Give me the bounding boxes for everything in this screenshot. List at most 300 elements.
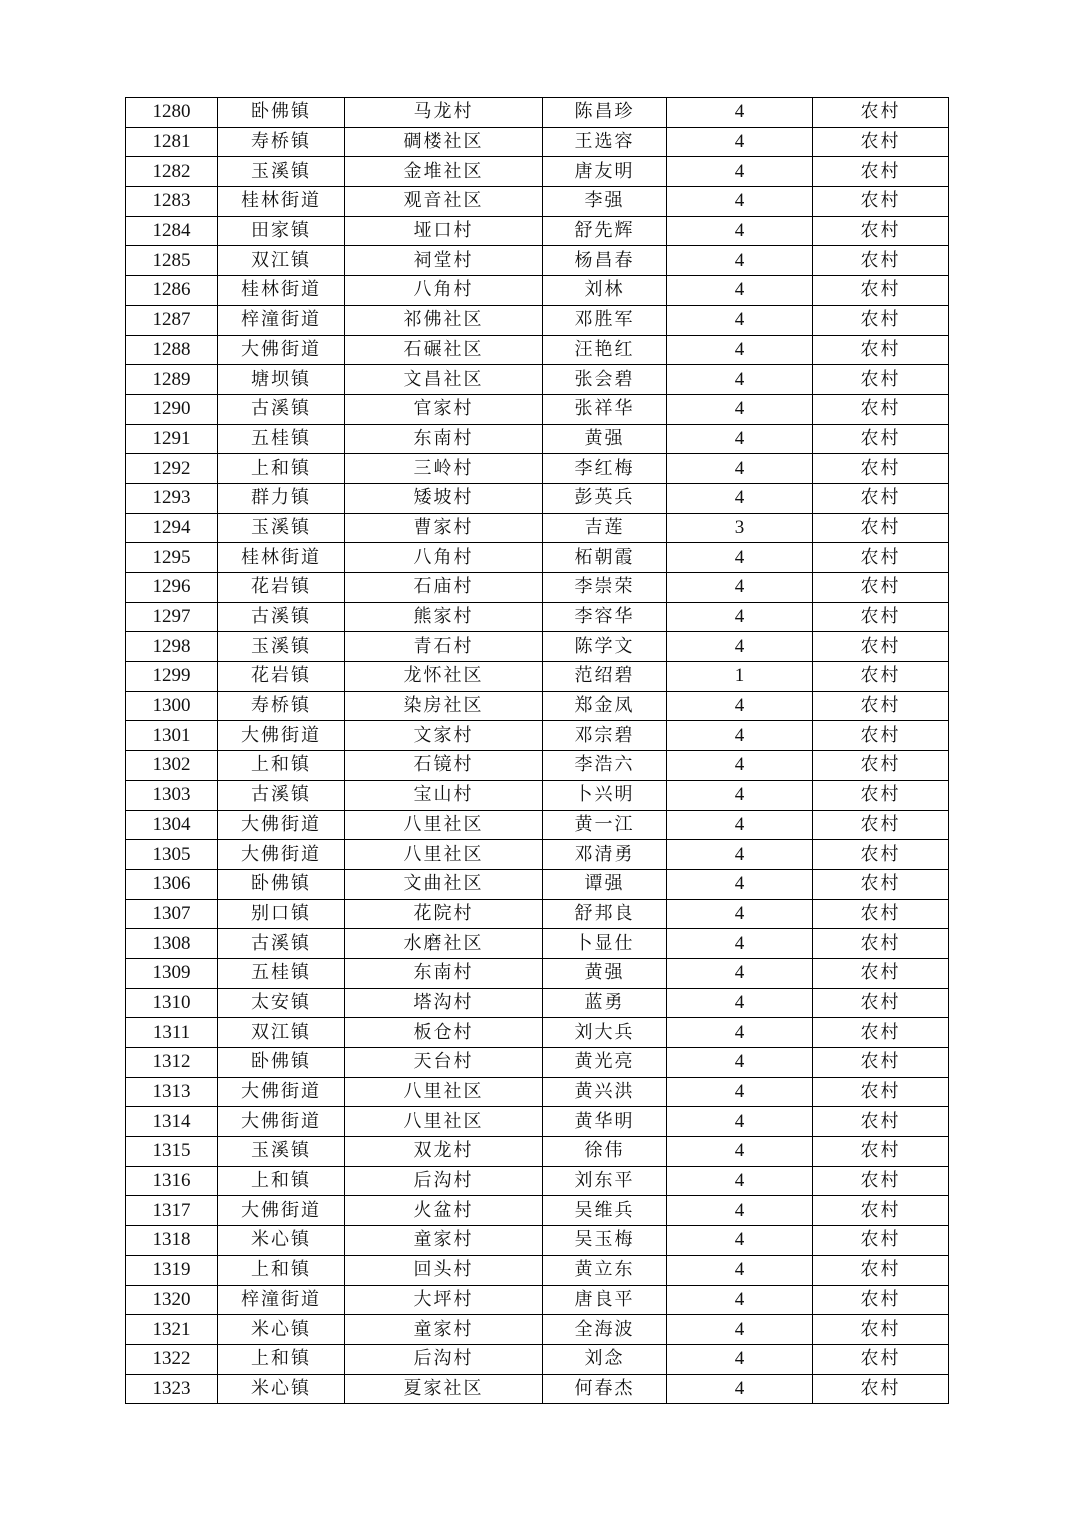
name-cell: 陈昌珍 (543, 98, 667, 128)
village-cell: 后沟村 (345, 1166, 543, 1196)
name-cell: 舒先辉 (543, 216, 667, 246)
household-count-cell: 4 (667, 127, 813, 157)
household-count-cell: 4 (667, 632, 813, 662)
village-cell: 塔沟村 (345, 988, 543, 1018)
village-cell: 宝山村 (345, 780, 543, 810)
village-cell: 垭口村 (345, 216, 543, 246)
table-row (126, 1137, 949, 1167)
serial-number-cell: 1311 (126, 1018, 218, 1048)
household-count-cell: 4 (667, 276, 813, 306)
name-cell: 刘东平 (543, 1166, 667, 1196)
serial-number-cell: 1316 (126, 1166, 218, 1196)
household-count-cell: 4 (667, 1315, 813, 1345)
table-row (126, 187, 949, 217)
town-cell: 古溪镇 (218, 394, 345, 424)
serial-number-cell: 1282 (126, 157, 218, 187)
village-cell: 官家村 (345, 394, 543, 424)
name-cell: 黄强 (543, 424, 667, 454)
category-cell: 农村 (813, 751, 949, 781)
village-cell: 火盆村 (345, 1196, 543, 1226)
category-cell: 农村 (813, 424, 949, 454)
category-cell: 农村 (813, 1107, 949, 1137)
household-count-cell: 4 (667, 1077, 813, 1107)
table-row (126, 276, 949, 306)
name-cell: 李强 (543, 187, 667, 217)
serial-number-cell: 1323 (126, 1374, 218, 1404)
name-cell: 黄立东 (543, 1255, 667, 1285)
serial-number-cell: 1289 (126, 365, 218, 395)
serial-number-cell: 1297 (126, 602, 218, 632)
household-count-cell: 4 (667, 899, 813, 929)
category-cell: 农村 (813, 1344, 949, 1374)
village-cell: 碉楼社区 (345, 127, 543, 157)
serial-number-cell: 1292 (126, 454, 218, 484)
name-cell: 彭英兵 (543, 483, 667, 513)
village-cell: 祠堂村 (345, 246, 543, 276)
name-cell: 刘念 (543, 1344, 667, 1374)
serial-number-cell: 1303 (126, 780, 218, 810)
household-count-cell: 4 (667, 1137, 813, 1167)
household-count-cell: 4 (667, 187, 813, 217)
serial-number-cell: 1304 (126, 810, 218, 840)
village-cell: 曹家村 (345, 513, 543, 543)
table-row (126, 780, 949, 810)
serial-number-cell: 1305 (126, 840, 218, 870)
village-cell: 后沟村 (345, 1344, 543, 1374)
village-cell: 大坪村 (345, 1285, 543, 1315)
village-cell: 三岭村 (345, 454, 543, 484)
household-count-cell: 4 (667, 543, 813, 573)
name-cell: 舒邦良 (543, 899, 667, 929)
category-cell: 农村 (813, 1018, 949, 1048)
household-count-cell: 4 (667, 454, 813, 484)
category-cell: 农村 (813, 1285, 949, 1315)
serial-number-cell: 1321 (126, 1315, 218, 1345)
village-cell: 青石村 (345, 632, 543, 662)
household-count-cell: 4 (667, 810, 813, 840)
table-row (126, 1285, 949, 1315)
household-count-cell: 4 (667, 751, 813, 781)
household-count-cell: 4 (667, 1196, 813, 1226)
village-cell: 双龙村 (345, 1137, 543, 1167)
category-cell: 农村 (813, 662, 949, 692)
serial-number-cell: 1317 (126, 1196, 218, 1226)
serial-number-cell: 1291 (126, 424, 218, 454)
household-count-cell: 4 (667, 869, 813, 899)
village-cell: 文曲社区 (345, 869, 543, 899)
table-row (126, 246, 949, 276)
town-cell: 玉溪镇 (218, 157, 345, 187)
town-cell: 双江镇 (218, 246, 345, 276)
category-cell: 农村 (813, 988, 949, 1018)
town-cell: 别口镇 (218, 899, 345, 929)
town-cell: 古溪镇 (218, 780, 345, 810)
table-row (126, 1255, 949, 1285)
category-cell: 农村 (813, 1315, 949, 1345)
name-cell: 张祥华 (543, 394, 667, 424)
serial-number-cell: 1287 (126, 305, 218, 335)
village-cell: 水磨社区 (345, 929, 543, 959)
household-count-cell: 1 (667, 662, 813, 692)
household-count-cell: 4 (667, 1374, 813, 1404)
town-cell: 古溪镇 (218, 929, 345, 959)
category-cell: 农村 (813, 780, 949, 810)
table-row (126, 1077, 949, 1107)
name-cell: 邓清勇 (543, 840, 667, 870)
town-cell: 五桂镇 (218, 958, 345, 988)
village-cell: 夏家社区 (345, 1374, 543, 1404)
table-row (126, 1226, 949, 1256)
village-cell: 染房社区 (345, 691, 543, 721)
name-cell: 全海波 (543, 1315, 667, 1345)
category-cell: 农村 (813, 1048, 949, 1078)
serial-number-cell: 1300 (126, 691, 218, 721)
serial-number-cell: 1319 (126, 1255, 218, 1285)
town-cell: 花岩镇 (218, 662, 345, 692)
serial-number-cell: 1294 (126, 513, 218, 543)
name-cell: 张会碧 (543, 365, 667, 395)
table-row (126, 691, 949, 721)
table-row (126, 424, 949, 454)
town-cell: 桂林街道 (218, 276, 345, 306)
table-row (126, 632, 949, 662)
serial-number-cell: 1299 (126, 662, 218, 692)
table-row (126, 394, 949, 424)
category-cell: 农村 (813, 305, 949, 335)
serial-number-cell: 1301 (126, 721, 218, 751)
town-cell: 太安镇 (218, 988, 345, 1018)
village-cell: 八里社区 (345, 840, 543, 870)
name-cell: 唐友明 (543, 157, 667, 187)
table-row (126, 1374, 949, 1404)
household-count-cell: 4 (667, 1107, 813, 1137)
town-cell: 梓潼街道 (218, 305, 345, 335)
category-cell: 农村 (813, 810, 949, 840)
category-cell: 农村 (813, 958, 949, 988)
name-cell: 王选容 (543, 127, 667, 157)
town-cell: 大佛街道 (218, 721, 345, 751)
name-cell: 吉莲 (543, 513, 667, 543)
table-row (126, 335, 949, 365)
table-row (126, 869, 949, 899)
category-cell: 农村 (813, 335, 949, 365)
town-cell: 上和镇 (218, 1166, 345, 1196)
village-cell: 八里社区 (345, 810, 543, 840)
village-cell: 文家村 (345, 721, 543, 751)
table-row (126, 1018, 949, 1048)
category-cell: 农村 (813, 157, 949, 187)
village-cell: 观音社区 (345, 187, 543, 217)
name-cell: 邓胜军 (543, 305, 667, 335)
town-cell: 花岩镇 (218, 573, 345, 603)
table-row (126, 513, 949, 543)
serial-number-cell: 1290 (126, 394, 218, 424)
town-cell: 群力镇 (218, 483, 345, 513)
table-row (126, 751, 949, 781)
name-cell: 李红梅 (543, 454, 667, 484)
category-cell: 农村 (813, 216, 949, 246)
village-cell: 回头村 (345, 1255, 543, 1285)
town-cell: 寿桥镇 (218, 127, 345, 157)
serial-number-cell: 1298 (126, 632, 218, 662)
table-row (126, 543, 949, 573)
roster-table (125, 97, 949, 1404)
name-cell: 卜兴明 (543, 780, 667, 810)
name-cell: 谭强 (543, 869, 667, 899)
category-cell: 农村 (813, 573, 949, 603)
serial-number-cell: 1295 (126, 543, 218, 573)
household-count-cell: 4 (667, 424, 813, 454)
town-cell: 玉溪镇 (218, 632, 345, 662)
name-cell: 黄一江 (543, 810, 667, 840)
name-cell: 蓝勇 (543, 988, 667, 1018)
serial-number-cell: 1310 (126, 988, 218, 1018)
town-cell: 卧佛镇 (218, 1048, 345, 1078)
table-row (126, 1196, 949, 1226)
name-cell: 李崇荣 (543, 573, 667, 603)
name-cell: 邓宗碧 (543, 721, 667, 751)
category-cell: 农村 (813, 602, 949, 632)
household-count-cell: 4 (667, 780, 813, 810)
town-cell: 大佛街道 (218, 1077, 345, 1107)
name-cell: 何春杰 (543, 1374, 667, 1404)
village-cell: 八角村 (345, 276, 543, 306)
category-cell: 农村 (813, 394, 949, 424)
town-cell: 田家镇 (218, 216, 345, 246)
household-count-cell: 4 (667, 483, 813, 513)
household-count-cell: 4 (667, 691, 813, 721)
village-cell: 东南村 (345, 958, 543, 988)
household-count-cell: 4 (667, 394, 813, 424)
table-row (126, 305, 949, 335)
household-count-cell: 4 (667, 958, 813, 988)
village-cell: 东南村 (345, 424, 543, 454)
table-row (126, 721, 949, 751)
serial-number-cell: 1313 (126, 1077, 218, 1107)
household-count-cell: 4 (667, 602, 813, 632)
serial-number-cell: 1318 (126, 1226, 218, 1256)
town-cell: 卧佛镇 (218, 869, 345, 899)
name-cell: 唐良平 (543, 1285, 667, 1315)
table-row (126, 1048, 949, 1078)
household-count-cell: 4 (667, 1255, 813, 1285)
name-cell: 杨昌春 (543, 246, 667, 276)
serial-number-cell: 1306 (126, 869, 218, 899)
village-cell: 童家村 (345, 1226, 543, 1256)
table-row (126, 1107, 949, 1137)
category-cell: 农村 (813, 721, 949, 751)
town-cell: 双江镇 (218, 1018, 345, 1048)
table-row (126, 958, 949, 988)
town-cell: 大佛街道 (218, 1196, 345, 1226)
serial-number-cell: 1312 (126, 1048, 218, 1078)
household-count-cell: 4 (667, 840, 813, 870)
village-cell: 八角村 (345, 543, 543, 573)
name-cell: 卜显仕 (543, 929, 667, 959)
category-cell: 农村 (813, 246, 949, 276)
table-row (126, 988, 949, 1018)
town-cell: 大佛街道 (218, 1107, 345, 1137)
village-cell: 熊家村 (345, 602, 543, 632)
serial-number-cell: 1293 (126, 483, 218, 513)
name-cell: 李容华 (543, 602, 667, 632)
table-row (126, 899, 949, 929)
category-cell: 农村 (813, 454, 949, 484)
household-count-cell: 4 (667, 157, 813, 187)
name-cell: 郑金凤 (543, 691, 667, 721)
village-cell: 龙怀社区 (345, 662, 543, 692)
village-cell: 金堆社区 (345, 157, 543, 187)
village-cell: 矮坡村 (345, 483, 543, 513)
town-cell: 玉溪镇 (218, 513, 345, 543)
table-row (126, 573, 949, 603)
serial-number-cell: 1286 (126, 276, 218, 306)
village-cell: 石碾社区 (345, 335, 543, 365)
table-row (126, 840, 949, 870)
town-cell: 寿桥镇 (218, 691, 345, 721)
town-cell: 五桂镇 (218, 424, 345, 454)
name-cell: 黄强 (543, 958, 667, 988)
name-cell: 徐伟 (543, 1137, 667, 1167)
town-cell: 大佛街道 (218, 810, 345, 840)
village-cell: 板仓村 (345, 1018, 543, 1048)
category-cell: 农村 (813, 513, 949, 543)
table-row (126, 216, 949, 246)
town-cell: 上和镇 (218, 1255, 345, 1285)
household-count-cell: 3 (667, 513, 813, 543)
name-cell: 吴玉梅 (543, 1226, 667, 1256)
household-count-cell: 4 (667, 988, 813, 1018)
name-cell: 汪艳红 (543, 335, 667, 365)
name-cell: 黄光亮 (543, 1048, 667, 1078)
village-cell: 童家村 (345, 1315, 543, 1345)
village-cell: 石镜村 (345, 751, 543, 781)
town-cell: 玉溪镇 (218, 1137, 345, 1167)
village-cell: 石庙村 (345, 573, 543, 603)
household-count-cell: 4 (667, 305, 813, 335)
town-cell: 米心镇 (218, 1374, 345, 1404)
serial-number-cell: 1285 (126, 246, 218, 276)
town-cell: 大佛街道 (218, 335, 345, 365)
serial-number-cell: 1307 (126, 899, 218, 929)
village-cell: 文昌社区 (345, 365, 543, 395)
town-cell: 上和镇 (218, 1344, 345, 1374)
category-cell: 农村 (813, 1166, 949, 1196)
town-cell: 上和镇 (218, 751, 345, 781)
serial-number-cell: 1288 (126, 335, 218, 365)
table-row (126, 157, 949, 187)
category-cell: 农村 (813, 483, 949, 513)
village-cell: 祁佛社区 (345, 305, 543, 335)
household-count-cell: 4 (667, 1226, 813, 1256)
category-cell: 农村 (813, 1137, 949, 1167)
household-count-cell: 4 (667, 1285, 813, 1315)
serial-number-cell: 1302 (126, 751, 218, 781)
village-cell: 天台村 (345, 1048, 543, 1078)
category-cell: 农村 (813, 1374, 949, 1404)
serial-number-cell: 1281 (126, 127, 218, 157)
household-count-cell: 4 (667, 721, 813, 751)
table-row (126, 454, 949, 484)
serial-number-cell: 1320 (126, 1285, 218, 1315)
name-cell: 柘朝霞 (543, 543, 667, 573)
household-count-cell: 4 (667, 1048, 813, 1078)
household-count-cell: 4 (667, 1166, 813, 1196)
category-cell: 农村 (813, 1226, 949, 1256)
table-row (126, 929, 949, 959)
town-cell: 大佛街道 (218, 840, 345, 870)
category-cell: 农村 (813, 929, 949, 959)
category-cell: 农村 (813, 365, 949, 395)
village-cell: 马龙村 (345, 98, 543, 128)
category-cell: 农村 (813, 869, 949, 899)
town-cell: 桂林街道 (218, 543, 345, 573)
household-count-cell: 4 (667, 246, 813, 276)
name-cell: 吴维兵 (543, 1196, 667, 1226)
town-cell: 米心镇 (218, 1226, 345, 1256)
category-cell: 农村 (813, 276, 949, 306)
table-row (126, 1166, 949, 1196)
town-cell: 梓潼街道 (218, 1285, 345, 1315)
category-cell: 农村 (813, 1077, 949, 1107)
table-row (126, 662, 949, 692)
serial-number-cell: 1314 (126, 1107, 218, 1137)
serial-number-cell: 1309 (126, 958, 218, 988)
table-row (126, 365, 949, 395)
category-cell: 农村 (813, 899, 949, 929)
category-cell: 农村 (813, 691, 949, 721)
serial-number-cell: 1280 (126, 98, 218, 128)
category-cell: 农村 (813, 98, 949, 128)
household-count-cell: 4 (667, 216, 813, 246)
roster-table-body (126, 98, 949, 1404)
name-cell: 黄华明 (543, 1107, 667, 1137)
household-count-cell: 4 (667, 573, 813, 603)
table-row (126, 602, 949, 632)
category-cell: 农村 (813, 632, 949, 662)
household-count-cell: 4 (667, 335, 813, 365)
village-cell: 八里社区 (345, 1077, 543, 1107)
name-cell: 范绍碧 (543, 662, 667, 692)
category-cell: 农村 (813, 1255, 949, 1285)
table-row (126, 127, 949, 157)
category-cell: 农村 (813, 1196, 949, 1226)
village-cell: 花院村 (345, 899, 543, 929)
town-cell: 塘坝镇 (218, 365, 345, 395)
serial-number-cell: 1315 (126, 1137, 218, 1167)
name-cell: 刘林 (543, 276, 667, 306)
name-cell: 陈学文 (543, 632, 667, 662)
serial-number-cell: 1283 (126, 187, 218, 217)
household-count-cell: 4 (667, 365, 813, 395)
town-cell: 古溪镇 (218, 602, 345, 632)
category-cell: 农村 (813, 187, 949, 217)
table-row (126, 483, 949, 513)
serial-number-cell: 1322 (126, 1344, 218, 1374)
name-cell: 刘大兵 (543, 1018, 667, 1048)
town-cell: 上和镇 (218, 454, 345, 484)
household-count-cell: 4 (667, 1018, 813, 1048)
table-row (126, 98, 949, 128)
category-cell: 农村 (813, 840, 949, 870)
town-cell: 米心镇 (218, 1315, 345, 1345)
household-count-cell: 4 (667, 929, 813, 959)
table-row (126, 1344, 949, 1374)
name-cell: 黄兴洪 (543, 1077, 667, 1107)
category-cell: 农村 (813, 543, 949, 573)
name-cell: 李浩六 (543, 751, 667, 781)
village-cell: 八里社区 (345, 1107, 543, 1137)
